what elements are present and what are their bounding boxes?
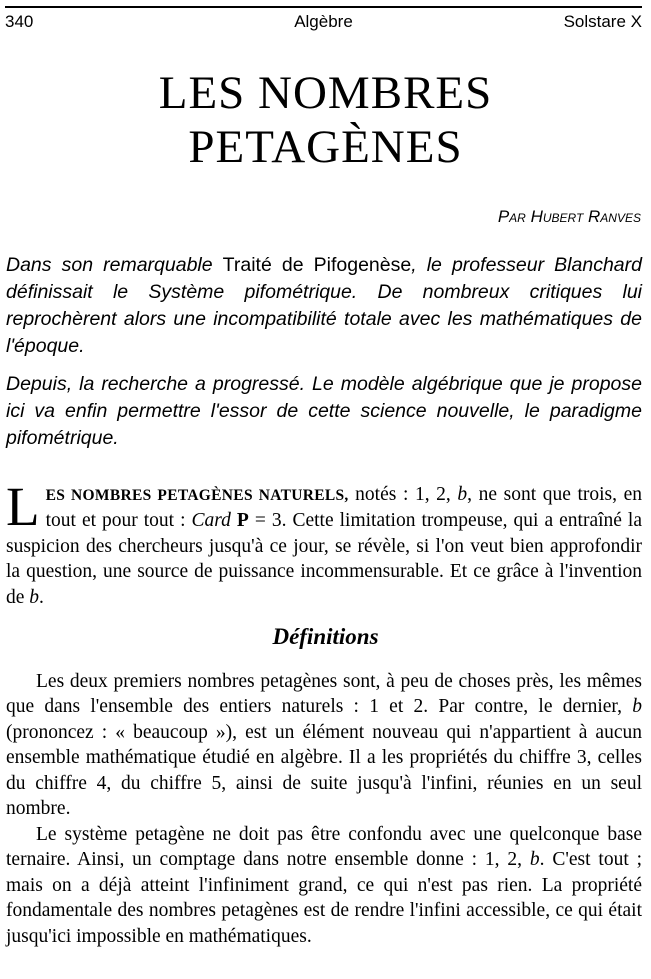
- page-number: 340: [5, 12, 34, 31]
- intro-text: = 3. Cette limitation trompeuse, qui a entraîné la suspicion des chercheurs jusqu'à ce jour, se révèle, si l'on veut bien approfondir la question, une source de puissance incommensurable. Et ce grâce à l'invention de: [6, 510, 643, 608]
- definitions-paragraph-1: [6, 669, 642, 821]
- body-text: . C'est tout ; mais on a déjà atteint l'infiniment grand, ce qui n'est pas rien. La propriété fondamentale des nombres petagènes est de rendre l'infini accessible, ce qui était jusqu'ici impossible en mathématiques.: [6, 849, 642, 947]
- intro-paragraph: [6, 476, 643, 610]
- drop-cap: L: [6, 476, 40, 537]
- symbol-p: P: [236, 510, 249, 532]
- title-line-1: LES NOMBRES: [158, 67, 493, 119]
- journal-name: Solstare X: [563, 12, 642, 31]
- definitions-paragraph-2: [6, 822, 642, 949]
- abstract-text: Dans son remarquable: [6, 254, 223, 276]
- abstract-paragraph-1: [6, 252, 642, 360]
- card-label: Card: [191, 510, 231, 532]
- body-text: Les deux premiers nombres petagènes sont, à peu de choses près, les mêmes que dans l'ensemble des entiers naturels : 1 et 2. Par contre, le dernier,: [6, 671, 642, 718]
- title-line-2: PETAGÈNES: [188, 121, 463, 173]
- running-header: [5, 6, 642, 34]
- body-text: Le système petagène ne doit pas être confondu avec une quelconque base ternaire. Ainsi, un comptage dans notre ensemble donne : 1, 2,: [6, 824, 642, 871]
- section-heading: Définitions: [272, 624, 379, 649]
- symbol-b: b: [457, 484, 468, 505]
- abstract-paragraph-2: Depuis, la recherche a progressé. Le modèle algébrique que je propose ici va enfin permettre l'essor de cette science nouvelle, le paradigme pifométrique.: [6, 373, 642, 449]
- author-byline: Par Hubert Ranves: [497, 207, 641, 226]
- book-title: Traité de Pifogenèse: [222, 254, 412, 276]
- intro-text: .: [39, 586, 44, 608]
- lead-in: ES NOMBRES PETAGÈNES NATURELS,: [45, 487, 349, 504]
- section-name: Algèbre: [294, 12, 353, 31]
- symbol-b: b: [529, 849, 540, 871]
- intro-text: , ne sont que trois, en tout et pour tout :: [45, 484, 642, 532]
- intro-text: notés : 1, 2,: [348, 484, 458, 505]
- symbol-b: b: [29, 586, 40, 608]
- body-text: (prononcez : « beaucoup »), est un élément nouveau qui n'appartient à aucun ensemble mathématique étudié en algèbre. Il a les propriétés du chiffre 3, celles du chiffre 4, du chiffre 5, ainsi de suite jusqu'à l'infini, réunies en un seul nombre.: [6, 721, 642, 820]
- article-title: [0, 66, 651, 174]
- symbol-b: b: [632, 696, 642, 718]
- abstract-text: , le professeur Blanchard définissait le Système pifométrique. De nombreux critiques lui reprochèrent alors une incompatibilité totale avec les mathématiques de l'époque.: [6, 254, 642, 357]
